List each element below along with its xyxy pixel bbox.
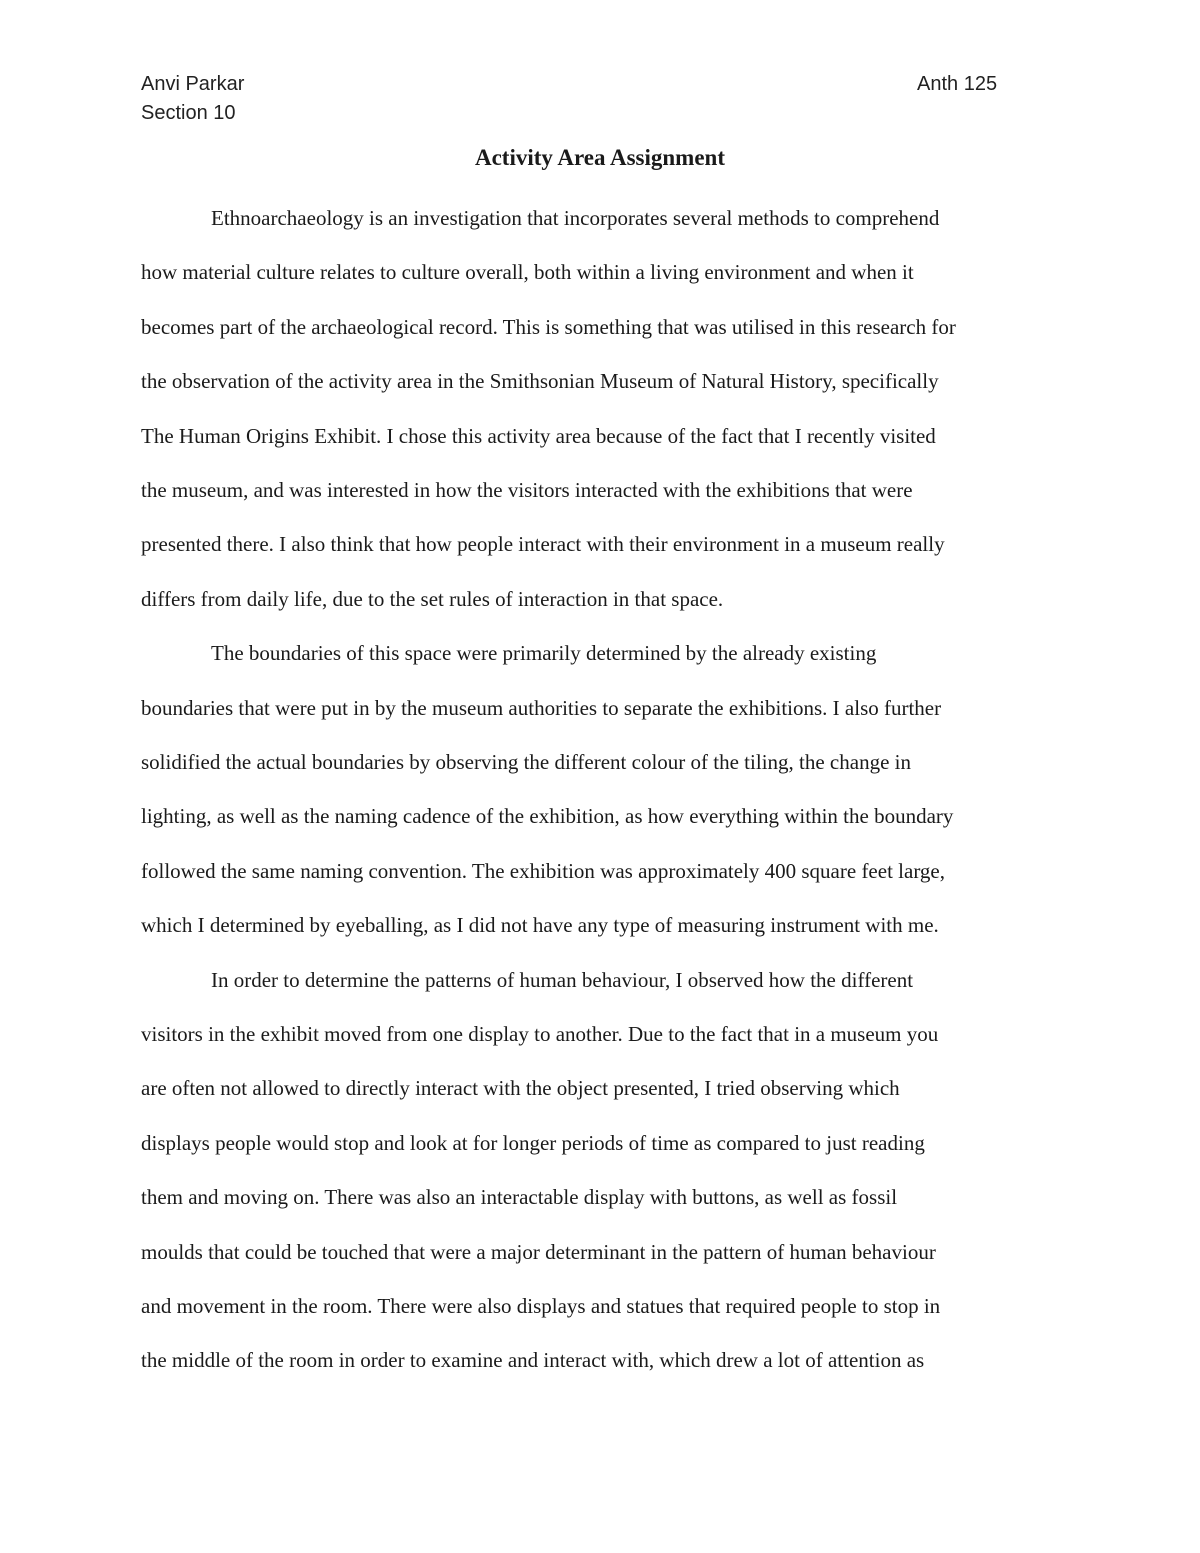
paragraph-first-line: In order to determine the patterns of human behaviour, I observed how the different [211,968,914,992]
paragraph-first-line: Ethnoarchaeology is an investigation that incorporates several methods to comprehend [211,206,940,230]
author-name: Anvi Parkar [141,73,245,95]
paragraph-line: and movement in the room. There were also displays and statues that required people to stop in [141,1294,941,1318]
paragraph-line: The Human Origins Exhibit. I chose this activity area because of the fact that I recently visited [141,424,936,448]
document-title: Activity Area Assignment [474,145,725,170]
paragraph-line: displays people would stop and look at for longer periods of time as compared to just reading [141,1131,925,1155]
section-number: Section 10 [141,102,236,124]
paragraph-line: becomes part of the archaeological record. This is something that was utilised in this research for [141,315,956,339]
paragraph-line: are often not allowed to directly interact with the object presented, I tried observing which [141,1076,900,1100]
paragraph-line: how material culture relates to culture overall, both within a living environment and when it [141,260,914,284]
paragraph-line: boundaries that were put in by the museum authorities to separate the exhibitions. I also further [141,696,942,720]
paragraph-line: the observation of the activity area in the Smithsonian Museum of Natural History, specifically [141,369,939,393]
paragraph-line: presented there. I also think that how people interact with their environment in a museum really [141,532,945,556]
paragraph-line: solidified the actual boundaries by observing the different colour of the tiling, the change in [141,750,911,774]
paragraph-line: differs from daily life, due to the set rules of interaction in that space. [141,587,724,611]
paragraph-line: followed the same naming convention. The exhibition was approximately 400 square feet large, [141,859,945,883]
paragraph-line: which I determined by eyeballing, as I did not have any type of measuring instrument with me. [141,913,939,937]
paragraph-first-line: The boundaries of this space were primarily determined by the already existing [211,641,877,665]
course-code: Anth 125 [917,73,998,95]
paragraph-line: lighting, as well as the naming cadence of the exhibition, as how everything within the boundary [141,804,954,828]
paragraph-line: them and moving on. There was also an interactable display with buttons, as well as fossil [141,1185,898,1209]
paragraph-line: the middle of the room in order to examine and interact with, which drew a lot of attention as [141,1348,925,1372]
paragraph-line: visitors in the exhibit moved from one display to another. Due to the fact that in a museum you [141,1022,939,1046]
paragraph-line: moulds that could be touched that were a major determinant in the pattern of human behaviour [141,1240,936,1264]
paragraph-line: the museum, and was interested in how the visitors interacted with the exhibitions that were [141,478,913,502]
